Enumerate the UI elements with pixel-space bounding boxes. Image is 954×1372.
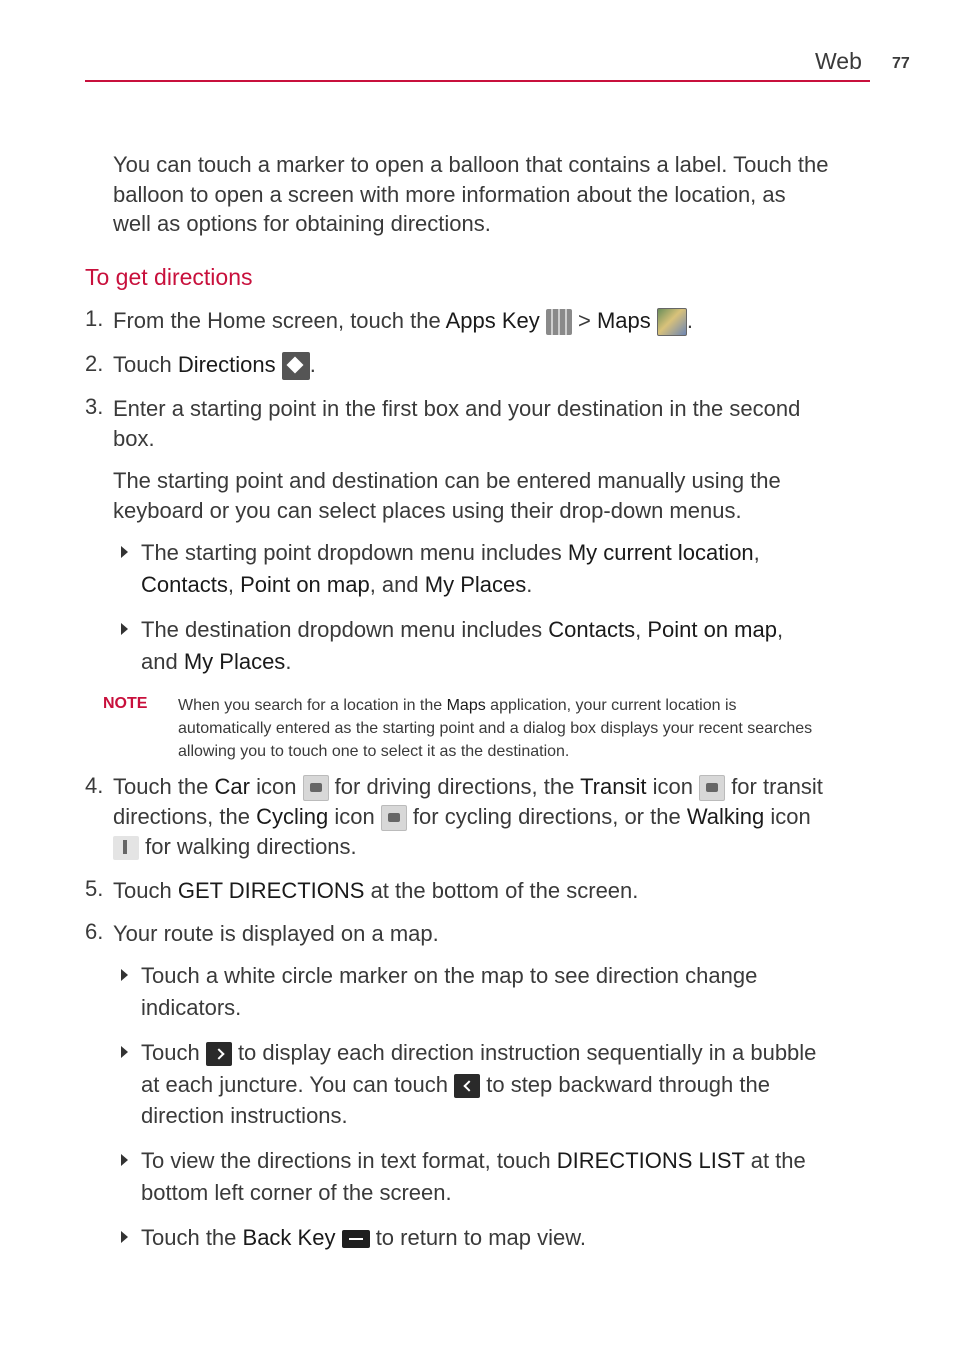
bullet-span: at each juncture. You can touch	[141, 1071, 455, 1097]
bullet-destination-menu	[141, 614, 871, 677]
bullet-arrow-icon	[121, 546, 128, 558]
intro-paragraph	[113, 150, 883, 239]
option-my-places: My Places	[424, 571, 527, 597]
step-3-detail	[113, 466, 873, 525]
step-span: Touch the	[113, 774, 215, 799]
bullet-line: bottom left corner of the screen.	[141, 1179, 452, 1205]
note-line: allowing you to touch one to select it as the destination.	[178, 743, 570, 760]
bullet-span: to display each direction instruction sequentially in a bubble	[231, 1040, 817, 1065]
punct: ,	[227, 571, 241, 597]
step-5	[113, 876, 873, 906]
bullet-span: To view the directions in text format, touch	[141, 1148, 557, 1173]
bullet-line	[141, 646, 871, 678]
step-number: 6.	[85, 919, 104, 944]
bullet-line	[141, 569, 871, 601]
cycling-icon	[381, 805, 407, 831]
bullet-span: to step backward through the	[480, 1071, 770, 1097]
directions-list-label: DIRECTIONS LIST	[556, 1148, 745, 1173]
bullet-text: The destination dropdown menu includes	[141, 617, 549, 642]
bullet-line	[141, 614, 871, 646]
back-key-label: Back Key	[242, 1225, 336, 1250]
step-1	[113, 306, 873, 336]
section-heading: To get directions	[85, 264, 253, 290]
step-span: icon	[328, 804, 381, 829]
bullet-text: The starting point dropdown menu includes	[141, 540, 568, 565]
intro-line: balloon to open a screen with more information about the location, as	[113, 181, 786, 207]
walking-icon	[113, 836, 139, 860]
cycling-label: Cycling	[256, 804, 329, 829]
prev-arrow-icon	[454, 1074, 480, 1098]
step-span: icon	[764, 804, 811, 829]
step-line: The starting point and destination can be entered manually using the	[113, 468, 781, 493]
walking-label: Walking	[686, 804, 765, 829]
period: .	[526, 571, 533, 597]
step-span: icon	[249, 774, 303, 799]
step-span: for cycling directions, or the	[406, 804, 687, 829]
punct: , and	[369, 571, 425, 597]
step-number: 3.	[85, 394, 104, 419]
step-span: icon	[646, 774, 700, 799]
step-2	[113, 350, 873, 380]
maps-label: Maps	[596, 308, 651, 333]
get-directions-label: GET DIRECTIONS	[177, 878, 365, 903]
step-span: for transit	[725, 774, 823, 799]
step-number: 4.	[85, 773, 104, 798]
bullet-line: direction instructions.	[141, 1103, 348, 1128]
maps-icon	[657, 308, 687, 336]
step-span: for walking directions.	[139, 834, 357, 859]
bullet-arrow-icon	[121, 1046, 128, 1058]
option-point-on-map: Point on map	[240, 571, 370, 597]
step-span: for driving directions, the	[328, 774, 581, 799]
bullet-white-marker	[141, 960, 871, 1023]
bullet-start-menu	[141, 537, 871, 600]
step-line: keyboard or you can select places using their drop-down menus.	[113, 497, 742, 523]
step-line: box.	[113, 425, 155, 451]
bullet-arrow-icon	[121, 1154, 128, 1166]
step-line	[113, 832, 873, 862]
step-span: at the bottom of the screen.	[364, 878, 639, 903]
bullet-span: to return to map view.	[369, 1225, 587, 1250]
bullet-arrow-icon	[121, 1231, 128, 1243]
intro-line: well as options for obtaining directions.	[113, 211, 491, 236]
step-4	[113, 772, 873, 862]
period: .	[285, 648, 292, 674]
transit-label: Transit	[580, 774, 647, 799]
punct: ,	[776, 617, 784, 642]
apps-key-icon	[546, 309, 572, 335]
bullet-line: indicators.	[141, 994, 242, 1020]
separator: >	[571, 308, 597, 333]
car-icon	[303, 775, 329, 801]
note-line: automatically entered as the starting point and a dialog box displays your recent searches	[178, 720, 813, 737]
step-text: From the Home screen, touch the	[113, 308, 446, 333]
step-line: Enter a starting point in the first box and your destination in the second	[113, 396, 801, 421]
option-contacts: Contacts	[141, 571, 228, 597]
bullet-span: Touch the	[141, 1225, 243, 1250]
step-number: 2.	[85, 351, 104, 376]
bullet-step-through	[141, 1037, 871, 1132]
step-3	[113, 394, 873, 453]
header-rule	[85, 80, 870, 82]
step-line	[113, 802, 873, 832]
header-section-title: Web	[815, 48, 862, 74]
apps-key-label: Apps Key	[445, 308, 540, 333]
intro-line: You can touch a marker to open a balloon that contains a label. Touch the	[113, 152, 829, 177]
option-point-on-map: Point on map	[647, 617, 777, 642]
bullet-arrow-icon	[121, 969, 128, 981]
page-number: 77	[892, 55, 910, 72]
note-span: application, your current location is	[485, 697, 737, 714]
note-label: NOTE	[103, 695, 148, 712]
option-my-places: My Places	[183, 648, 286, 674]
period: .	[686, 308, 694, 333]
step-span: directions, the	[113, 804, 257, 829]
step-text: Touch	[113, 352, 178, 377]
back-key-icon	[342, 1230, 370, 1248]
option-contacts: Contacts	[548, 617, 636, 642]
directions-icon	[282, 352, 310, 380]
step-6: Your route is displayed on a map.	[113, 921, 439, 946]
car-label: Car	[214, 774, 250, 799]
period: .	[309, 352, 316, 377]
punct: ,	[753, 540, 760, 565]
bullet-line	[141, 1037, 871, 1069]
bullet-text: and	[141, 648, 184, 674]
bullet-line	[141, 1069, 871, 1101]
step-line	[113, 772, 873, 802]
bullet-span: Touch	[141, 1040, 206, 1065]
bullet-span: at the	[744, 1148, 806, 1173]
bullet-line	[141, 1145, 871, 1177]
bullet-arrow-icon	[121, 623, 128, 635]
step-number: 5.	[85, 876, 104, 901]
step-span: Touch	[113, 878, 178, 903]
bullet-directions-list	[141, 1145, 871, 1208]
bullet-back-key	[141, 1222, 871, 1254]
directions-label: Directions	[177, 352, 276, 377]
note-span: When you search for a location in the	[178, 697, 447, 714]
punct: ,	[635, 617, 648, 642]
next-arrow-icon	[206, 1042, 232, 1066]
note-text	[178, 694, 873, 763]
bullet-line: Touch a white circle marker on the map to see direction change	[141, 963, 758, 988]
option-my-current-location: My current location	[567, 540, 754, 565]
note-line	[178, 694, 873, 717]
bullet-line	[141, 537, 871, 569]
step-number: 1.	[85, 306, 104, 331]
note-maps-label: Maps	[446, 697, 486, 714]
transit-icon	[699, 775, 725, 801]
